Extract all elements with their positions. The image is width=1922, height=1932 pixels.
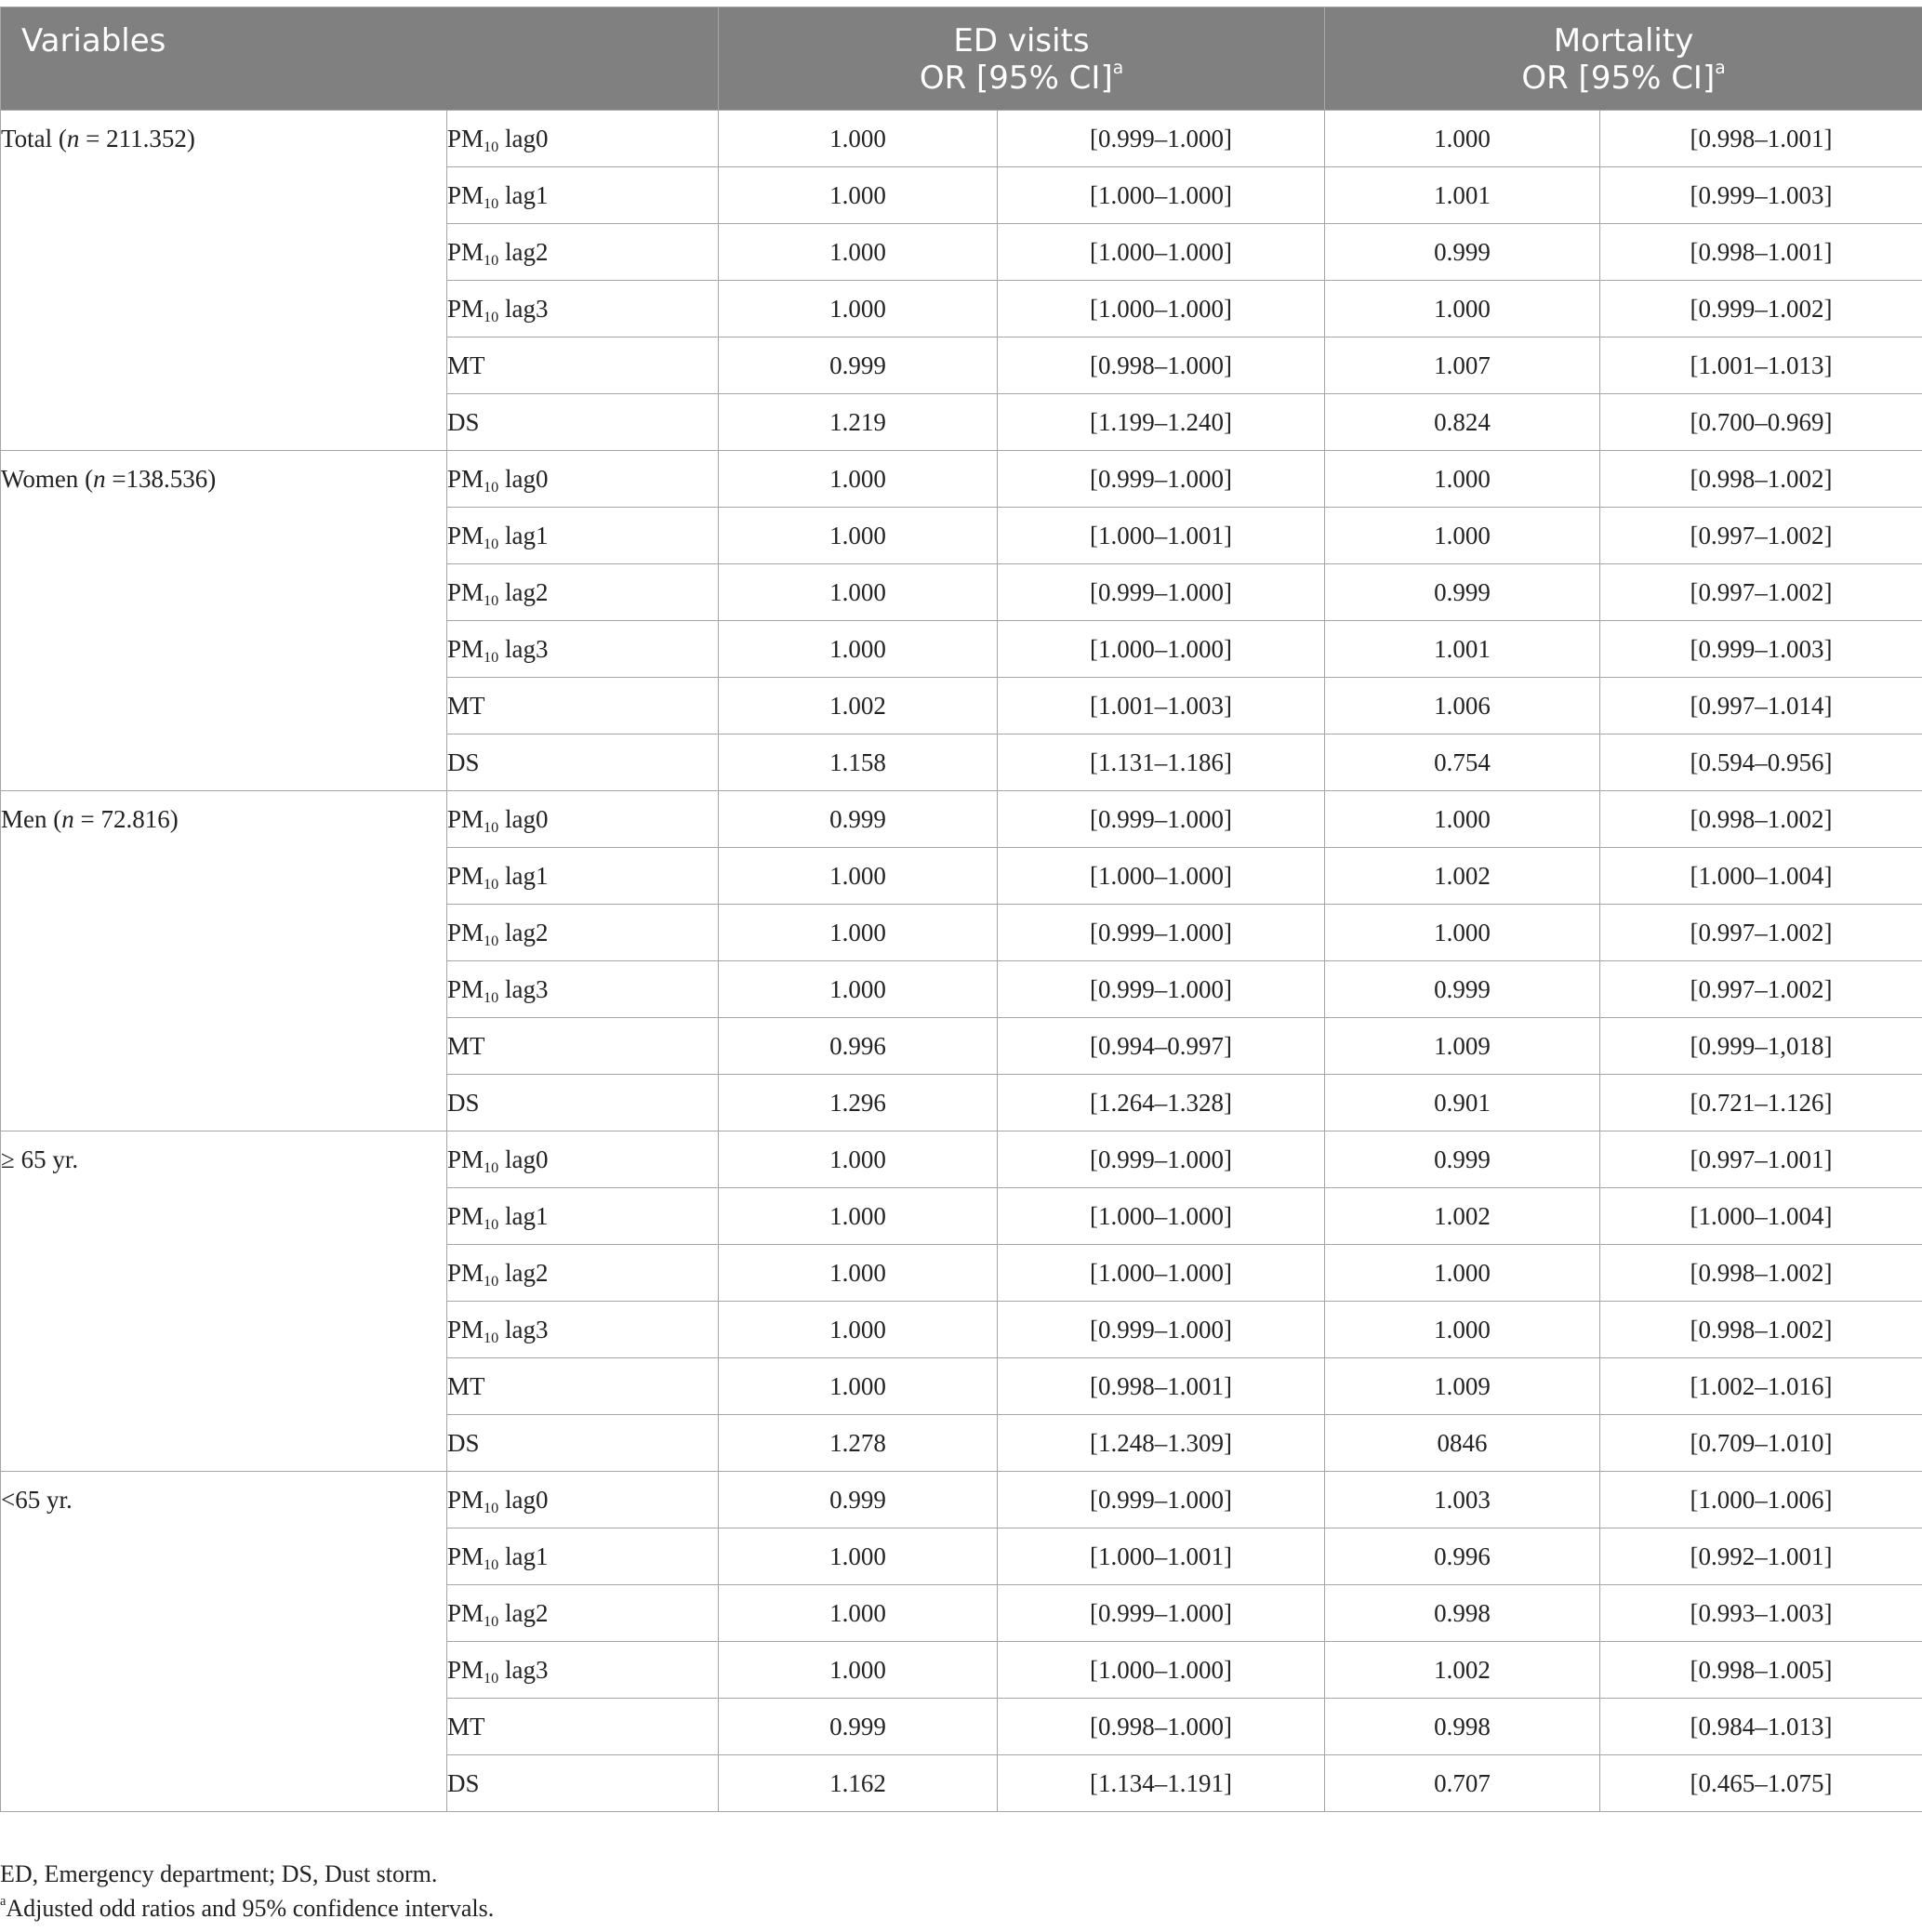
pm-label: PM [447,1316,484,1343]
ed-ci-cell: [1.000–1.001] [998,508,1325,564]
variable-lag: lag1 [504,522,549,549]
ed-ci-cell: [0.998–1.000] [998,1699,1325,1755]
variable-cell [447,905,719,961]
group-n-symbol: n [93,465,106,493]
ed-or-cell: 1.278 [719,1415,998,1472]
mortality-ci-cell: [0.709–1.010] [1600,1415,1922,1472]
pm-subscript: 10 [484,988,499,1006]
table-row [1,1131,1922,1188]
ed-ci-cell: [1.001–1.003] [998,678,1325,734]
ed-ci-cell: [1.000–1.001] [998,1528,1325,1585]
mortality-or-cell: 1.009 [1325,1018,1600,1075]
pm-subscript: 10 [484,1612,499,1630]
mortality-or-cell: 1.002 [1325,848,1600,905]
mortality-ci-cell: [0.999–1,018] [1600,1018,1922,1075]
variable-cell [447,167,719,224]
pm-subscript: 10 [484,1215,499,1233]
variable-lag: lag0 [504,805,549,833]
mortality-ci-cell: [0.992–1.001] [1600,1528,1922,1585]
variable-name: DS [447,1089,480,1117]
ed-or-cell: 1.158 [719,734,998,791]
ed-ci-cell: [1.000–1.000] [998,224,1325,281]
ed-or-cell: 1.002 [719,678,998,734]
variable-name: DS [447,1769,480,1797]
mortality-or-cell: 1.000 [1325,791,1600,848]
mortality-or-cell: 1.000 [1325,1245,1600,1302]
ed-or-cell: 1.000 [719,224,998,281]
ed-or-cell: 0.999 [719,337,998,394]
mortality-ci-cell: [0.998–1.001] [1600,224,1922,281]
header-variables: Variables [1,7,719,111]
ed-or-cell: 0.999 [719,791,998,848]
mortality-or-cell: 1.000 [1325,508,1600,564]
ed-or-cell: 1.000 [719,167,998,224]
variable-lag: lag3 [504,295,549,323]
group-label [1,1472,447,1812]
mortality-ci-cell: [0.998–1.002] [1600,1302,1922,1358]
variable-cell [447,1415,719,1472]
mortality-or-cell: 0.901 [1325,1075,1600,1131]
variable-cell [447,337,719,394]
group-n-value: = 211.352) [86,125,195,152]
ed-ci-cell: [0.999–1.000] [998,961,1325,1018]
ed-or-cell: 1.000 [719,1528,998,1585]
group-name: <65 yr. [1,1486,73,1514]
mortality-ci-cell: [1.000–1.004] [1600,1188,1922,1245]
group-name: ≥ 65 yr. [1,1145,79,1173]
pm-subscript: 10 [484,1158,499,1176]
variable-lag: lag1 [504,1202,549,1230]
ed-or-cell: 1.000 [719,1188,998,1245]
mortality-ci-cell: [0.998–1.005] [1600,1642,1922,1699]
footnote-adjusted [0,1895,494,1923]
variable-name: MT [447,1372,485,1400]
pm-subscript: 10 [484,1272,499,1290]
ed-ci-cell: [1.000–1.000] [998,621,1325,678]
mortality-ci-cell: [1.002–1.016] [1600,1358,1922,1415]
variable-name: DS [447,748,480,776]
pm-subscript: 10 [484,308,499,325]
mortality-ci-cell: [0.997–1.002] [1600,905,1922,961]
ed-ci-cell: [1.264–1.328] [998,1075,1325,1131]
footnote-abbreviations: ED, Emergency department; DS, Dust storm. [0,1860,438,1887]
ed-ci-cell: [1.131–1.186] [998,734,1325,791]
footnote-adjusted-text: Adjusted odd ratios and 95% confidence intervals. [6,1895,495,1922]
mortality-ci-cell: [0.984–1.013] [1600,1699,1922,1755]
variable-lag: lag3 [504,1316,549,1343]
pm-label: PM [447,1486,484,1514]
variable-lag: lag3 [504,1656,549,1684]
mortality-ci-cell: [0.997–1.014] [1600,678,1922,734]
ed-or-cell: 1.000 [719,564,998,621]
variable-name: MT [447,1713,485,1740]
variable-name: MT [447,351,485,379]
variable-lag: lag2 [504,1599,549,1627]
ed-or-cell: 1.000 [719,1585,998,1642]
ed-or-cell: 1.000 [719,621,998,678]
variable-cell [447,508,719,564]
mortality-ci-cell: [1.001–1.013] [1600,337,1922,394]
variable-lag: lag2 [504,919,549,946]
ed-ci-cell: [0.999–1.000] [998,1131,1325,1188]
variable-cell [447,1358,719,1415]
variable-cell [447,224,719,281]
ed-or-cell: 1.000 [719,1642,998,1699]
header-mortality-footnote-mark: a [1715,59,1726,79]
mortality-or-cell: 0.999 [1325,961,1600,1018]
header-mortality-title: Mortality [1553,22,1694,60]
mortality-or-cell: 0.824 [1325,394,1600,451]
variable-cell [447,281,719,337]
variable-cell [447,1755,719,1812]
variable-cell [447,1188,719,1245]
variable-cell [447,678,719,734]
pm-subscript: 10 [484,1499,499,1516]
mortality-or-cell: 1.000 [1325,111,1600,167]
mortality-or-cell: 0.999 [1325,224,1600,281]
ed-or-cell: 0.999 [719,1699,998,1755]
header-ed-footnote-mark: a [1112,59,1124,79]
ed-or-cell: 1.000 [719,905,998,961]
ed-ci-cell: [1.000–1.000] [998,167,1325,224]
variable-lag: lag2 [504,1259,549,1287]
group-n-symbol: n [61,805,74,833]
header-ed-visits [719,7,1325,111]
results-table [0,7,1922,1812]
ed-or-cell: 1.000 [719,1245,998,1302]
ed-ci-cell: [0.994–0.997] [998,1018,1325,1075]
header-mortality-or: OR [95% CI] [1521,60,1716,97]
pm-subscript: 10 [484,875,499,893]
variable-name: DS [447,1429,480,1457]
mortality-or-cell: 0.996 [1325,1528,1600,1585]
ed-or-cell: 1.000 [719,111,998,167]
mortality-ci-cell: [0.594–0.956] [1600,734,1922,791]
mortality-or-cell: 0846 [1325,1415,1600,1472]
mortality-or-cell: 1.006 [1325,678,1600,734]
pm-subscript: 10 [484,194,499,212]
mortality-or-cell: 1.000 [1325,451,1600,508]
variable-cell [447,1245,719,1302]
ed-or-cell: 1.000 [719,1358,998,1415]
mortality-or-cell: 1.007 [1325,337,1600,394]
variable-cell [447,451,719,508]
header-mortality [1325,7,1922,111]
pm-subscript: 10 [484,138,499,155]
mortality-ci-cell: [1.000–1.004] [1600,848,1922,905]
pm-label: PM [447,1542,484,1570]
group-n-value: =138.536) [112,465,217,493]
pm-subscript: 10 [484,932,499,949]
pm-subscript: 10 [484,251,499,269]
mortality-or-cell: 1.002 [1325,1188,1600,1245]
group-name: Total [1,125,53,152]
pm-label: PM [447,805,484,833]
variable-cell [447,111,719,167]
table-row [1,1472,1922,1528]
ed-or-cell: 1.000 [719,281,998,337]
variable-cell [447,961,719,1018]
variable-cell [447,1528,719,1585]
pm-label: PM [447,125,484,152]
pm-subscript: 10 [484,1555,499,1573]
mortality-ci-cell: [0.997–1.002] [1600,508,1922,564]
group-label: Women (n =138.536) [1,451,447,791]
ed-ci-cell: [1.000–1.000] [998,848,1325,905]
variable-cell [447,848,719,905]
ed-ci-cell: [0.998–1.000] [998,337,1325,394]
variable-cell [447,1302,719,1358]
mortality-ci-cell: [0.997–1.001] [1600,1131,1922,1188]
ed-ci-cell: [1.134–1.191] [998,1755,1325,1812]
mortality-ci-cell: [0.998–1.002] [1600,1245,1922,1302]
table-row [1,111,1922,167]
pm-label: PM [447,919,484,946]
header-ed-or: OR [95% CI] [919,60,1113,97]
variable-name: MT [447,692,485,720]
mortality-or-cell: 0.998 [1325,1585,1600,1642]
mortality-ci-cell: [0.999–1.002] [1600,281,1922,337]
pm-subscript: 10 [484,478,499,496]
variable-cell [447,1642,719,1699]
pm-label: PM [447,578,484,606]
mortality-or-cell: 1.001 [1325,621,1600,678]
mortality-ci-cell: [0.999–1.003] [1600,621,1922,678]
mortality-or-cell: 1.009 [1325,1358,1600,1415]
mortality-or-cell: 1.000 [1325,281,1600,337]
variable-lag: lag0 [504,1145,549,1173]
variable-lag: lag1 [504,862,549,890]
table-body [1,111,1922,1812]
ed-or-cell: 0.996 [719,1018,998,1075]
ed-or-cell: 1.000 [719,1302,998,1358]
variable-name: MT [447,1032,485,1060]
group-label: Men (n = 72.816) [1,791,447,1131]
table-row [1,451,1922,508]
ed-ci-cell: [1.000–1.000] [998,1188,1325,1245]
variable-lag: lag1 [504,1542,549,1570]
variable-cell [447,1131,719,1188]
mortality-ci-cell: [0.465–1.075] [1600,1755,1922,1812]
mortality-ci-cell: [0.998–1.002] [1600,791,1922,848]
variable-cell [447,1585,719,1642]
variable-lag: lag0 [504,125,549,152]
ed-ci-cell: [0.999–1.000] [998,451,1325,508]
variable-cell [447,791,719,848]
ed-or-cell: 1.000 [719,451,998,508]
ed-ci-cell: [0.998–1.001] [998,1358,1325,1415]
pm-label: PM [447,522,484,549]
group-name: Men [1,805,47,833]
variable-cell [447,394,719,451]
variable-cell [447,1075,719,1131]
variable-cell [447,564,719,621]
mortality-or-cell: 1.001 [1325,167,1600,224]
mortality-or-cell: 0.999 [1325,1131,1600,1188]
pm-label: PM [447,238,484,266]
ed-or-cell: 0.999 [719,1472,998,1528]
mortality-ci-cell: [0.998–1.002] [1600,451,1922,508]
pm-subscript: 10 [484,1329,499,1346]
ed-or-cell: 1.000 [719,961,998,1018]
pm-label: PM [447,181,484,209]
header-row [1,7,1922,111]
ed-or-cell: 1.000 [719,848,998,905]
group-name: Women [1,465,79,493]
variable-cell [447,1472,719,1528]
variable-lag: lag0 [504,465,549,493]
pm-subscript: 10 [484,818,499,836]
pm-label: PM [447,635,484,663]
variable-cell [447,734,719,791]
footnote-mark: a [0,1893,7,1909]
mortality-or-cell: 0.998 [1325,1699,1600,1755]
ed-ci-cell: [0.999–1.000] [998,905,1325,961]
mortality-or-cell: 0.707 [1325,1755,1600,1812]
ed-ci-cell: [1.248–1.309] [998,1415,1325,1472]
ed-ci-cell: [0.999–1.000] [998,111,1325,167]
ed-ci-cell: [0.999–1.000] [998,1302,1325,1358]
ed-or-cell: 1.000 [719,508,998,564]
group-label: Total (n = 211.352) [1,111,447,451]
mortality-or-cell: 1.000 [1325,1302,1600,1358]
mortality-ci-cell: [0.993–1.003] [1600,1585,1922,1642]
pm-label: PM [447,975,484,1003]
pm-subscript: 10 [484,591,499,609]
ed-ci-cell: [0.999–1.000] [998,1472,1325,1528]
pm-label: PM [447,465,484,493]
variable-lag: lag1 [504,181,549,209]
variable-name: DS [447,408,480,436]
ed-or-cell: 1.000 [719,1131,998,1188]
ed-ci-cell: [0.999–1.000] [998,564,1325,621]
mortality-or-cell: 1.003 [1325,1472,1600,1528]
pm-label: PM [447,295,484,323]
variable-lag: lag3 [504,975,549,1003]
group-n-symbol: n [66,125,80,152]
ed-ci-cell: [0.999–1.000] [998,791,1325,848]
ed-ci-cell: [1.199–1.240] [998,394,1325,451]
table-row [1,791,1922,848]
variable-lag: lag2 [504,578,549,606]
group-label [1,1131,447,1472]
pm-label: PM [447,1599,484,1627]
variable-lag: lag0 [504,1486,549,1514]
mortality-ci-cell: [0.997–1.002] [1600,961,1922,1018]
ed-or-cell: 1.162 [719,1755,998,1812]
variable-lag: lag3 [504,635,549,663]
mortality-or-cell: 0.999 [1325,564,1600,621]
mortality-ci-cell: [0.999–1.003] [1600,167,1922,224]
variable-cell [447,621,719,678]
mortality-ci-cell: [0.721–1.126] [1600,1075,1922,1131]
mortality-ci-cell: [0.997–1.002] [1600,564,1922,621]
ed-ci-cell: [1.000–1.000] [998,1642,1325,1699]
pm-label: PM [447,1202,484,1230]
mortality-or-cell: 1.000 [1325,905,1600,961]
ed-ci-cell: [1.000–1.000] [998,281,1325,337]
ed-ci-cell: [0.999–1.000] [998,1585,1325,1642]
mortality-ci-cell: [1.000–1.006] [1600,1472,1922,1528]
mortality-ci-cell: [0.700–0.969] [1600,394,1922,451]
mortality-ci-cell: [0.998–1.001] [1600,111,1922,167]
group-n-value: = 72.816) [80,805,179,833]
variable-cell [447,1018,719,1075]
pm-subscript: 10 [484,648,499,666]
mortality-or-cell: 1.002 [1325,1642,1600,1699]
variable-lag: lag2 [504,238,549,266]
ed-ci-cell: [1.000–1.000] [998,1245,1325,1302]
pm-subscript: 10 [484,1669,499,1687]
pm-label: PM [447,1656,484,1684]
pm-label: PM [447,862,484,890]
mortality-or-cell: 0.754 [1325,734,1600,791]
variable-cell [447,1699,719,1755]
ed-or-cell: 1.219 [719,394,998,451]
ed-or-cell: 1.296 [719,1075,998,1131]
pm-label: PM [447,1145,484,1173]
pm-label: PM [447,1259,484,1287]
header-ed-title: ED visits [953,22,1090,60]
pm-subscript: 10 [484,535,499,552]
